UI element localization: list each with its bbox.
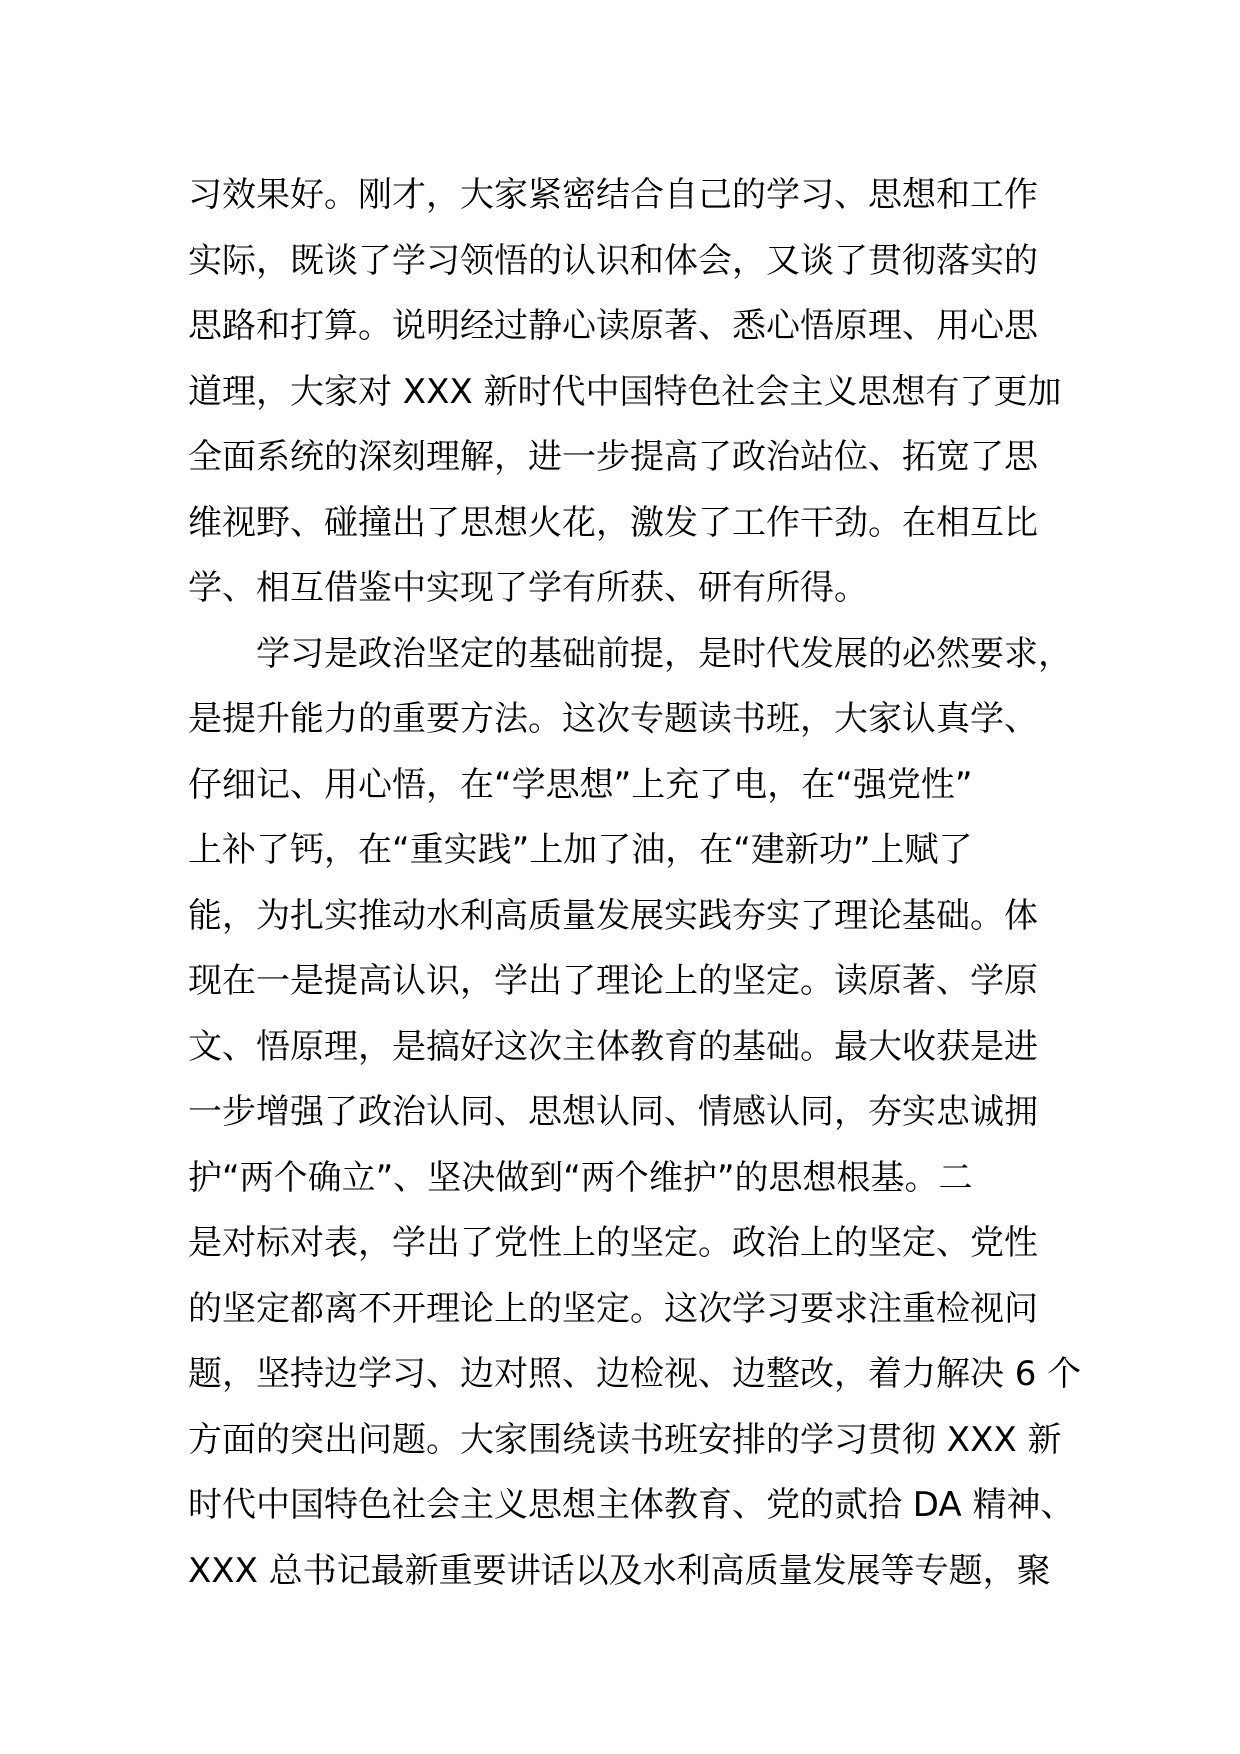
text-line: 思路和打算。说明经过静心读原著、悉心悟原理、用心思 bbox=[188, 306, 1038, 346]
text-line: 是提升能力的重要方法。这次专题读书班，大家认真学、 bbox=[188, 699, 1038, 739]
text-line: 一步增强了政治认同、思想认同、情感认同，夯实忠诚拥 bbox=[188, 1092, 1038, 1132]
text-line: 全面系统的深刻理解，进一步提高了政治站位、拓宽了思 bbox=[188, 437, 1038, 477]
text-line: 文、悟原理，是搞好这次主体教育的基础。最大收获是进 bbox=[188, 1026, 1038, 1067]
text-line: 道理，大家对 XXX 新时代中国特色社会主义思想有了更加 bbox=[188, 371, 1062, 412]
paragraph-1 bbox=[188, 163, 1088, 622]
body-text bbox=[188, 163, 1088, 1604]
text-line: 题，坚持边学习、边对照、边检视、边整改，着力解决 6 个 bbox=[188, 1354, 1082, 1394]
text-line: 能，为扎实推动水利高质量发展实践夯实了理论基础。体 bbox=[188, 895, 1038, 936]
text-line: 的坚定都离不开理论上的坚定。这次学习要求注重检视问 bbox=[188, 1288, 1038, 1329]
text-line: 护“两个确立”、坚决做到“两个维护”的思想根基。二 bbox=[188, 1157, 973, 1198]
text-line-first: 学习是政治坚定的基础前提，是时代发展的必然要求， bbox=[256, 633, 1072, 674]
text-line: 维视野、碰撞出了思想火花，激发了工作干劲。在相互比 bbox=[188, 502, 1038, 543]
text-line: 实际，既谈了学习领悟的认识和体会，又谈了贯彻落实的 bbox=[188, 240, 1038, 281]
text-line: XXX 总书记最新重要讲话以及水利高质量发展等专题，聚 bbox=[188, 1550, 1051, 1591]
text-line: 学、相互借鉴中实现了学有所获、研有所得。 bbox=[188, 568, 868, 608]
text-line: 时代中国特色社会主义思想主体教育、党的贰拾 DA 精神、 bbox=[188, 1485, 1075, 1525]
text-line: 是对标对表，学出了党性上的坚定。政治上的坚定、党性 bbox=[188, 1223, 1038, 1263]
text-line: 习效果好。刚才，大家紧密结合自己的学习、思想和工作 bbox=[188, 175, 1038, 215]
text-line: 现在一是提高认识，学出了理论上的坚定。读原著、学原 bbox=[188, 961, 1038, 1001]
text-line: 方面的突出问题。大家围绕读书班安排的学习贯彻 XXX 新 bbox=[188, 1419, 1062, 1460]
text-line: 上补了钙，在“重实践”上加了油，在“建新功”上赋了 bbox=[188, 830, 973, 870]
paragraph-2 bbox=[188, 622, 1088, 1605]
text-line: 仔细记、用心悟，在“学思想”上充了电，在“强党性” bbox=[188, 764, 973, 805]
